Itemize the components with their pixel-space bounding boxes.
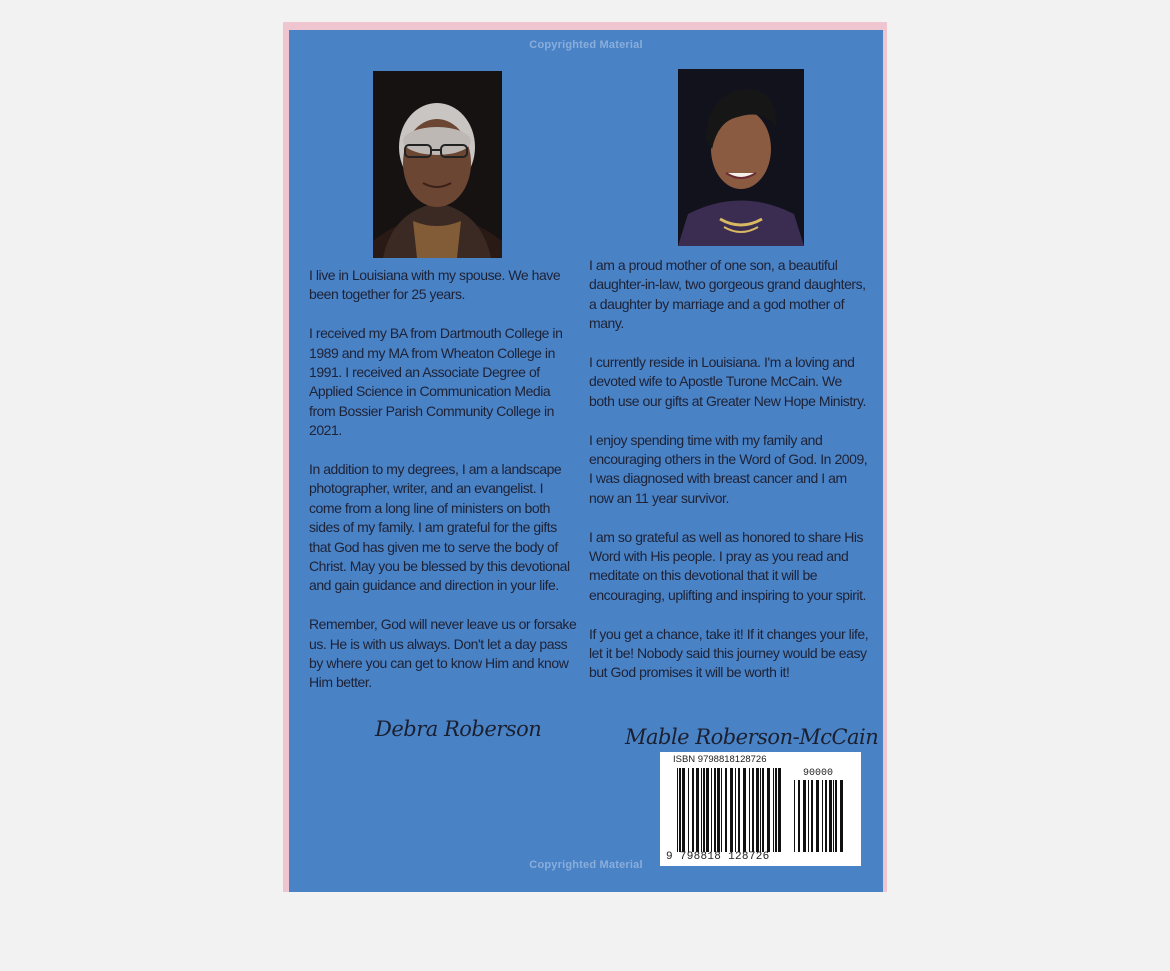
barcode-bar <box>688 768 689 852</box>
barcode-bar <box>803 780 806 852</box>
barcode-bar <box>738 768 740 852</box>
barcode-bar <box>696 768 699 852</box>
barcode-bar <box>794 780 795 852</box>
barcode-bar <box>756 768 759 852</box>
isbn-label: ISBN 9798818128726 <box>673 754 767 765</box>
bio-paragraph: I received my BA from Dartmouth College in 1989 and my MA from Wheaton College in 1991. I received an Associate Degree of Applied Science in Communication Media from Bossier Parish Community College in 2021. <box>309 325 563 439</box>
barcode-bar <box>762 768 764 852</box>
author-bio-mable <box>589 256 869 702</box>
bio-paragraph: If you get a chance, take it! If it changes your life, let it be! Nobody said this journey would be easy but God promises it will be worth it! <box>589 625 869 681</box>
barcode-bar <box>825 780 827 852</box>
bio-paragraph: I am so grateful as well as honored to share His Word with His people. I pray as you read and meditate on this devotional that it will be encouraging, uplifting and inspiring to your spirit. <box>589 528 866 603</box>
barcode-bar <box>735 768 736 852</box>
author-bio-debra <box>309 266 577 712</box>
barcode-bar <box>749 768 750 852</box>
barcode-addon-digits: 90000 <box>803 768 834 779</box>
barcode-bar <box>752 768 754 852</box>
bio-paragraph: I enjoy spending time with my family and encouraging others in the Word of God. In 2009, I was diagnosed with breast cancer and I am now an 11 year survivor. <box>589 431 868 506</box>
signature-mable: Mable Roberson-McCain <box>625 725 879 749</box>
barcode-addon-bars <box>794 780 848 852</box>
barcode-bar <box>773 768 774 852</box>
barcode-bar <box>717 768 720 852</box>
barcode-bar <box>679 768 681 852</box>
barcode-bar <box>808 780 809 852</box>
barcode-bar <box>760 768 761 852</box>
barcode-digits: 9 798818 128726 <box>666 851 770 863</box>
barcode-bar <box>701 768 702 852</box>
barcode-bar <box>767 768 770 852</box>
barcode-bar <box>730 768 733 852</box>
barcode-bar <box>835 780 837 852</box>
barcode-bar <box>721 768 722 852</box>
barcode-bar <box>840 780 843 852</box>
author-photo-debra <box>373 71 502 258</box>
barcode-bar <box>798 780 800 852</box>
bio-paragraph: I live in Louisiana with my spouse. We have been together for 25 years. <box>309 267 561 303</box>
barcode-bar <box>778 768 781 852</box>
barcode-bar <box>703 768 705 852</box>
barcode-bar <box>677 768 678 852</box>
watermark-top: Copyrighted Material <box>529 39 643 51</box>
barcode-bar <box>714 768 716 852</box>
barcode-bar <box>775 768 777 852</box>
author-photo-mable <box>678 69 804 246</box>
barcode-bar <box>833 780 834 852</box>
book-back-cover <box>289 30 883 892</box>
barcode-bar <box>829 780 832 852</box>
bio-paragraph: In addition to my degrees, I am a landscape photographer, writer, and an evangelist. I come from a long line of ministers on both sides of my family. I am grateful for the gifts that God has given me to serve the body of Christ. May you be blessed by this devotional and gain guidance and direction in your life. <box>309 461 570 594</box>
signature-debra: Debra Roberson <box>375 717 542 741</box>
barcode-bar <box>725 768 727 852</box>
barcode-bar <box>822 780 823 852</box>
barcode-bars <box>677 768 785 852</box>
bio-paragraph: I am a proud mother of one son, a beautiful daughter-in-law, two gorgeous grand daughters, a daughter by marriage and a god mother of many. <box>589 257 866 332</box>
bio-paragraph: Remember, God will never leave us or forsake us. He is with us always. Don't let a day pass by where you can get to know Him and know Him better. <box>309 616 577 691</box>
barcode-bar <box>711 768 712 852</box>
barcode-bar <box>706 768 709 852</box>
barcode-bar <box>682 768 685 852</box>
barcode-bar <box>816 780 819 852</box>
bio-paragraph: I currently reside in Louisiana. I'm a loving and devoted wife to Apostle Turone McCain. We both use our gifts at Greater New Hope Ministry. <box>589 354 866 409</box>
barcode-bar <box>692 768 694 852</box>
barcode-bar <box>743 768 746 852</box>
isbn-barcode <box>660 752 861 866</box>
barcode-bar <box>811 780 813 852</box>
watermark-bottom: Copyrighted Material <box>529 859 643 871</box>
